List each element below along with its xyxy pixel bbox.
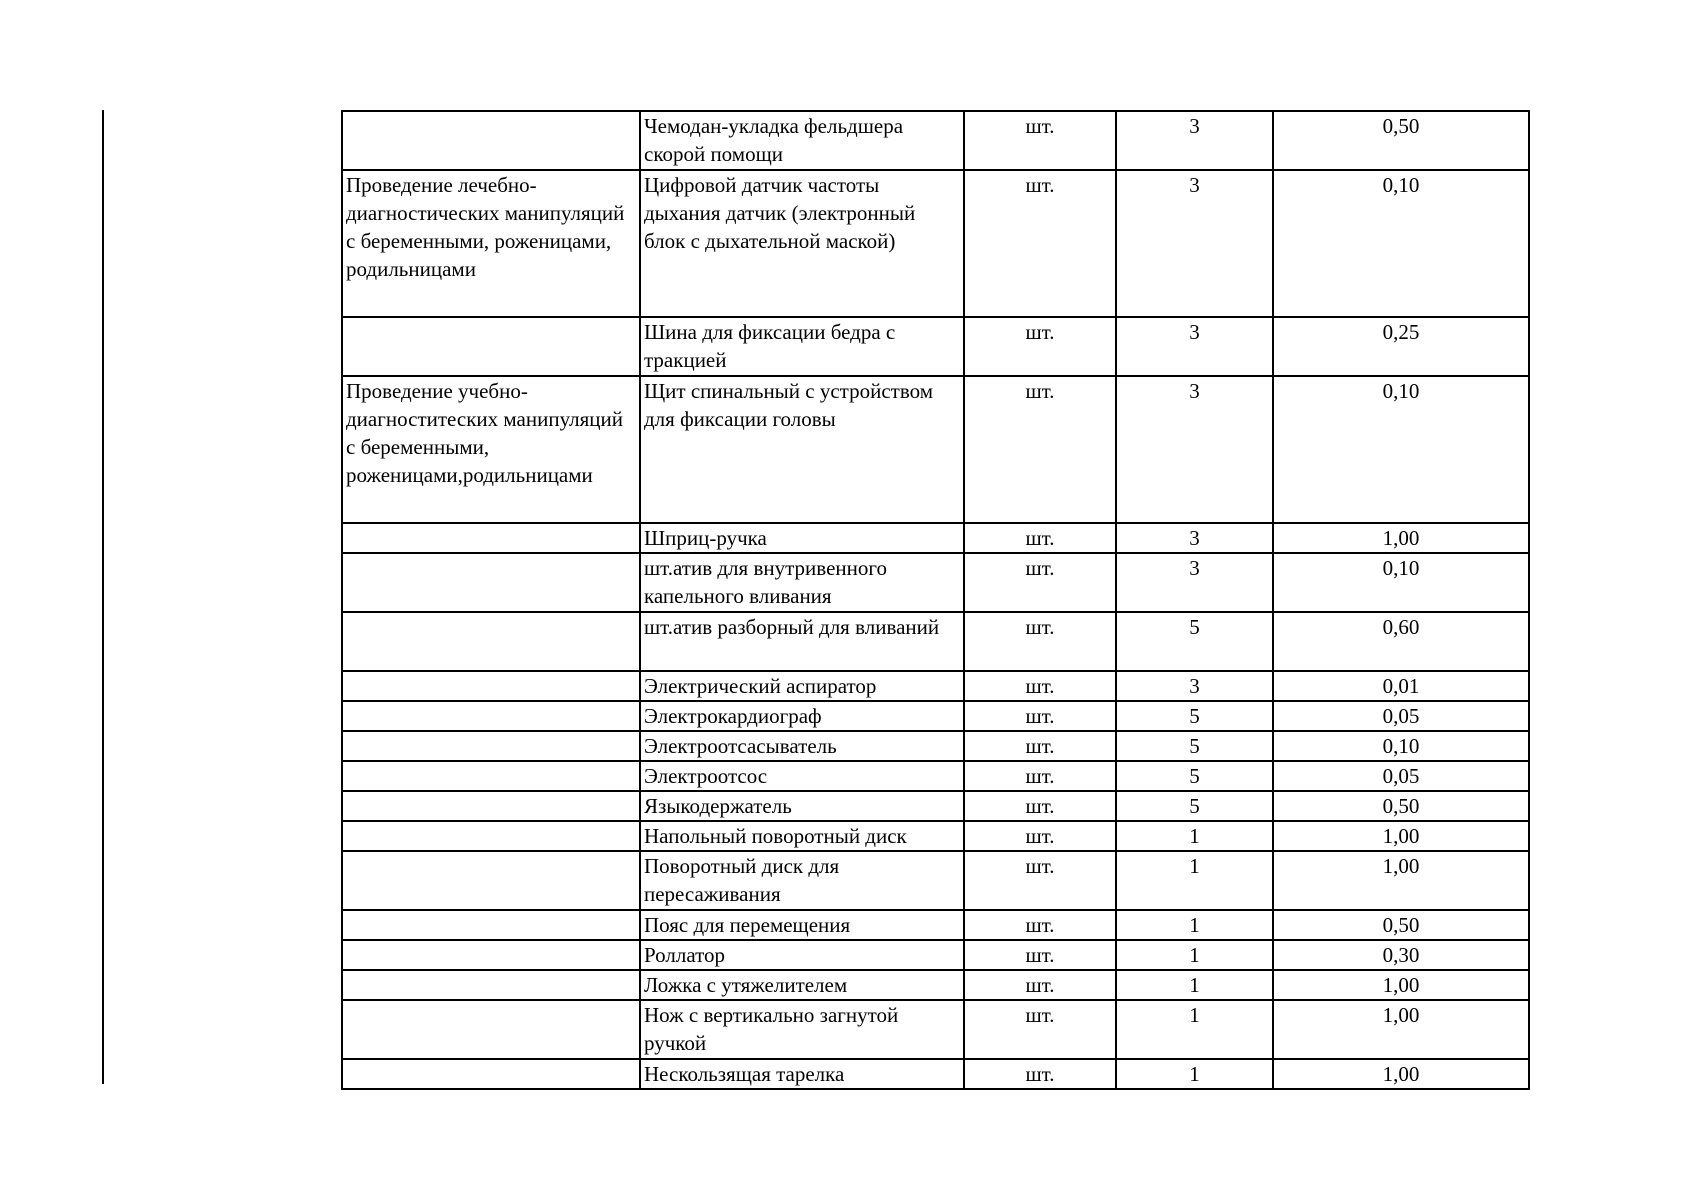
item-name-cell: Электроотсос xyxy=(640,761,964,791)
coefficient-cell: 0,10 xyxy=(1273,170,1529,317)
table-row xyxy=(342,111,1529,170)
item-name-cell: Чемодан-укладка фельдшера скорой помощи xyxy=(640,111,964,170)
coefficient-cell: 1,00 xyxy=(1273,1000,1529,1059)
coefficient-cell: 0,25 xyxy=(1273,317,1529,376)
coefficient-cell: 0,10 xyxy=(1273,731,1529,761)
item-name-cell: Электрический аспиратор xyxy=(640,671,964,701)
quantity-cell: 1 xyxy=(1116,940,1273,970)
activity-cell xyxy=(342,701,640,731)
quantity-cell: 3 xyxy=(1116,671,1273,701)
item-name-cell: Нож с вертикально загнутой ручкой xyxy=(640,1000,964,1059)
unit-cell: шт. xyxy=(964,317,1116,376)
table-row xyxy=(342,170,1529,317)
table-row xyxy=(342,821,1529,851)
unit-cell: шт. xyxy=(964,1059,1116,1089)
unit-cell: шт. xyxy=(964,851,1116,910)
unit-cell: шт. xyxy=(964,671,1116,701)
quantity-cell: 1 xyxy=(1116,851,1273,910)
unit-cell: шт. xyxy=(964,940,1116,970)
quantity-cell: 1 xyxy=(1116,910,1273,940)
table-row xyxy=(342,791,1529,821)
coefficient-cell: 1,00 xyxy=(1273,821,1529,851)
unit-cell: шт. xyxy=(964,170,1116,317)
activity-cell xyxy=(342,791,640,821)
quantity-cell: 5 xyxy=(1116,761,1273,791)
coefficient-cell: 0,05 xyxy=(1273,701,1529,731)
quantity-cell: 1 xyxy=(1116,970,1273,1000)
unit-cell: шт. xyxy=(964,791,1116,821)
table-row xyxy=(342,940,1529,970)
quantity-cell: 5 xyxy=(1116,612,1273,671)
item-name-cell: Напольный поворотный диск xyxy=(640,821,964,851)
activity-cell xyxy=(342,731,640,761)
item-name-cell: Языкодержатель xyxy=(640,791,964,821)
item-name-cell: Ложка с утяжелителем xyxy=(640,970,964,1000)
table-row xyxy=(342,851,1529,910)
activity-cell xyxy=(342,111,640,170)
quantity-cell: 5 xyxy=(1116,731,1273,761)
coefficient-cell: 0,60 xyxy=(1273,612,1529,671)
table-row xyxy=(342,1000,1529,1059)
item-name-cell: Шина для фиксации бедра с тракцией xyxy=(640,317,964,376)
item-name-cell: шт.атив разборный для вливаний xyxy=(640,612,964,671)
activity-cell: Проведение лечебно-диагностических манипуляций с беременными, роженицами, родильницами xyxy=(342,170,640,317)
quantity-cell: 3 xyxy=(1116,170,1273,317)
table-row xyxy=(342,701,1529,731)
equipment-table-body xyxy=(342,111,1529,1089)
activity-cell xyxy=(342,671,640,701)
item-name-cell: шт.атив для внутривенного капельного вливания xyxy=(640,553,964,612)
quantity-cell: 3 xyxy=(1116,111,1273,170)
item-name-cell: Пояс для перемещения xyxy=(640,910,964,940)
table-row xyxy=(342,612,1529,671)
quantity-cell: 3 xyxy=(1116,553,1273,612)
quantity-cell: 3 xyxy=(1116,317,1273,376)
unit-cell: шт. xyxy=(964,376,1116,523)
activity-cell xyxy=(342,851,640,910)
unit-cell: шт. xyxy=(964,553,1116,612)
unit-cell: шт. xyxy=(964,731,1116,761)
activity-cell xyxy=(342,553,640,612)
item-name-cell: Шприц-ручка xyxy=(640,523,964,553)
coefficient-cell: 1,00 xyxy=(1273,851,1529,910)
table-row xyxy=(342,970,1529,1000)
item-name-cell: Электроотсасыватель xyxy=(640,731,964,761)
coefficient-cell: 0,01 xyxy=(1273,671,1529,701)
coefficient-cell: 0,30 xyxy=(1273,940,1529,970)
quantity-cell: 1 xyxy=(1116,1059,1273,1089)
unit-cell: шт. xyxy=(964,761,1116,791)
table-row xyxy=(342,523,1529,553)
unit-cell: шт. xyxy=(964,111,1116,170)
quantity-cell: 1 xyxy=(1116,1000,1273,1059)
activity-cell xyxy=(342,317,640,376)
unit-cell: шт. xyxy=(964,910,1116,940)
item-name-cell: Щит спинальный с устройством для фиксации головы xyxy=(640,376,964,523)
item-name-cell: Электрокардиограф xyxy=(640,701,964,731)
unit-cell: шт. xyxy=(964,612,1116,671)
activity-cell xyxy=(342,612,640,671)
coefficient-cell: 1,00 xyxy=(1273,1059,1529,1089)
table-row xyxy=(342,671,1529,701)
activity-cell: Проведение учебно-диагноститеских манипуляций с беременными, роженицами,родильницами xyxy=(342,376,640,523)
table-row xyxy=(342,910,1529,940)
equipment-table xyxy=(341,110,1530,1090)
coefficient-cell: 0,10 xyxy=(1273,376,1529,523)
coefficient-cell: 0,50 xyxy=(1273,910,1529,940)
activity-cell xyxy=(342,1000,640,1059)
activity-cell xyxy=(342,523,640,553)
item-name-cell: Поворотный диск для пересаживания xyxy=(640,851,964,910)
table-row xyxy=(342,317,1529,376)
table-row xyxy=(342,553,1529,612)
unit-cell: шт. xyxy=(964,1000,1116,1059)
activity-cell xyxy=(342,940,640,970)
quantity-cell: 5 xyxy=(1116,701,1273,731)
activity-cell xyxy=(342,761,640,791)
page-margin-rule xyxy=(102,110,104,1084)
coefficient-cell: 0,05 xyxy=(1273,761,1529,791)
quantity-cell: 5 xyxy=(1116,791,1273,821)
activity-cell xyxy=(342,821,640,851)
unit-cell: шт. xyxy=(964,701,1116,731)
table-row xyxy=(342,731,1529,761)
quantity-cell: 1 xyxy=(1116,821,1273,851)
coefficient-cell: 0,50 xyxy=(1273,111,1529,170)
activity-cell xyxy=(342,910,640,940)
item-name-cell: Цифровой датчик частоты дыхания датчик (электронный блок с дыхательной маской) xyxy=(640,170,964,317)
table-row xyxy=(342,761,1529,791)
item-name-cell: Нескользящая тарелка xyxy=(640,1059,964,1089)
coefficient-cell: 1,00 xyxy=(1273,523,1529,553)
unit-cell: шт. xyxy=(964,523,1116,553)
activity-cell xyxy=(342,970,640,1000)
quantity-cell: 3 xyxy=(1116,376,1273,523)
table-row xyxy=(342,1059,1529,1089)
coefficient-cell: 0,10 xyxy=(1273,553,1529,612)
activity-cell xyxy=(342,1059,640,1089)
item-name-cell: Роллатор xyxy=(640,940,964,970)
unit-cell: шт. xyxy=(964,821,1116,851)
coefficient-cell: 1,00 xyxy=(1273,970,1529,1000)
coefficient-cell: 0,50 xyxy=(1273,791,1529,821)
table-row xyxy=(342,376,1529,523)
unit-cell: шт. xyxy=(964,970,1116,1000)
quantity-cell: 3 xyxy=(1116,523,1273,553)
